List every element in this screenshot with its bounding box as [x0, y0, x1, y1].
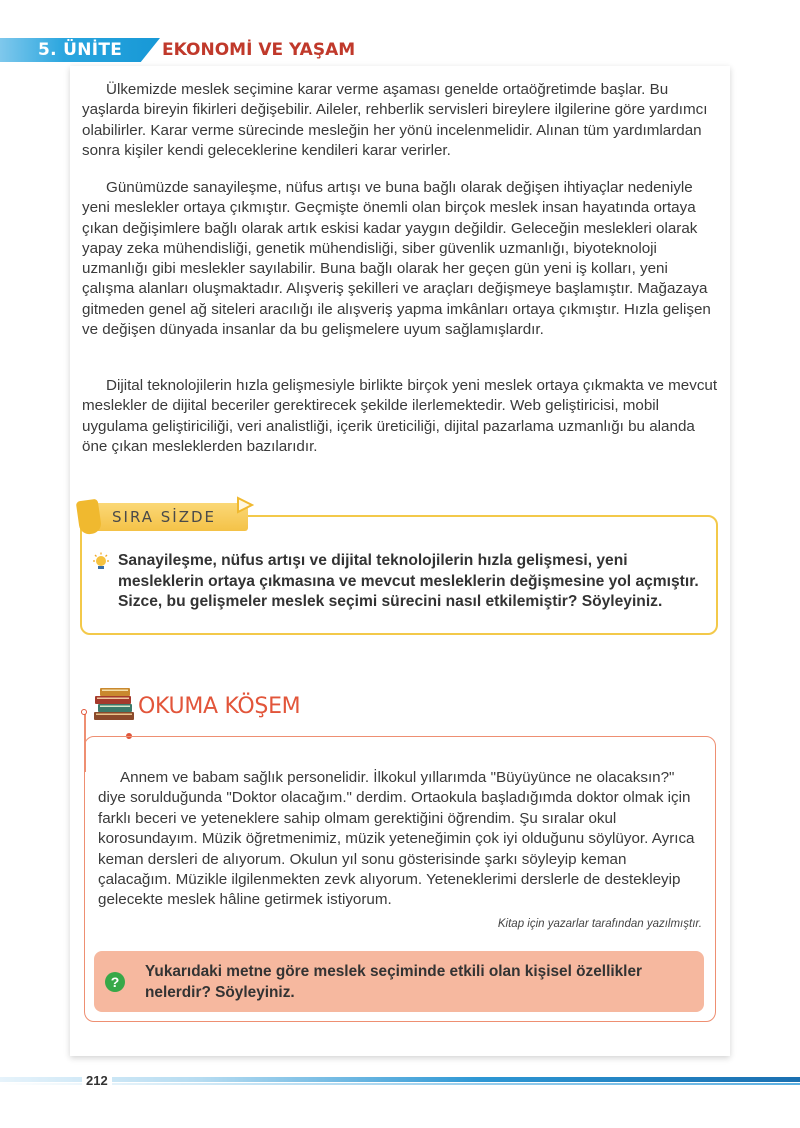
paragraph-1: Ülkemizde meslek seçimine karar verme aşaması genelde ortaöğretimde başlar. Bu yaşlarda bireyin fikirleri değişebilir. Aileler, rehberlik servisleri bireylere ilgilerine göre yardımcı olabilirler. Karar verme sürecinde mesleğin her yönü incelenmelidir. Alınan tüm yardımlardan sonra kişiler kendi geleceklerine kendileri karar verirler. [82, 81, 708, 159]
okuma-kosem-title: OKUMA KÖŞEM [138, 694, 301, 719]
lightbulb-icon [91, 552, 111, 572]
page-number: 212 [82, 1073, 112, 1088]
question-text: Yukarıdaki metne göre meslek seçiminde etkili olan kişisel özellikler nelerdir? Söyleyiniz. [145, 963, 643, 1001]
question-mark-icon: ? [105, 972, 125, 992]
books-icon [92, 684, 138, 724]
page-header [0, 38, 800, 64]
okuma-source: Kitap için yazarlar tarafından yazılmıştır. [497, 918, 702, 930]
sira-sizde-text: Sanayileşme, nüfus artışı ve dijital teknolojilerin hızla gelişmesi, yeni mesleklerin ortaya çıkmasına ve mevcut mesleklerin değişmesine yol açmıştır. Sizce, bu gelişmeler meslek seçimi sürecini nasıl etkilemiştir? Söyleyiniz. [118, 552, 699, 610]
paragraph-3: Dijital teknolojilerin hızla gelişmesiyle birlikte birçok yeni meslek ortaya çıkmakta ve mevcut meslekler de dijital beceriler gerektirecek şekilde ilerlemektedir. Web geliştiricisi, mobil uygulama geliştiriciliği, veri analistliği, içerik üreticiliği, dijital pazarlama uzmanlığı bu alanda öne çıkan mesleklerden bazılarıdır. [82, 377, 718, 455]
okuma-kosem-text: Annem ve babam sağlık personelidir. İlkokul yıllarımda "Büyüyünce ne olacaksın?" diye sorulduğunda "Doktor olacağım." derdim. Ortaokula başladığımda doktor olmak için farklı beceri ve yeteneklere sahip olmam gerektiğini öğrendim. Şu sıralar okul korosundayım. Müzik öğretmenimiz, müzik yeteneğimin çok iyi olduğunu söylüyor. Ayrıca keman dersleri de alıyorum. Okulun yıl sonu gösterisinde şarkı söyleyip keman çalacağım. Müzikle ilgilenmekten zevk alıyorum. Yeteneklerimi derslerle de destekleyip gelecekte meslek hâline getirmek istiyorum. [98, 769, 695, 909]
unit-label: 5. ÜNİTE [38, 40, 123, 60]
footer-line-secondary [0, 1083, 800, 1085]
footer-line [0, 1077, 800, 1082]
unit-title: EKONOMİ VE YAŞAM [162, 40, 356, 60]
flag-icon [236, 496, 254, 514]
sira-sizde-label: SIRA SİZDE [112, 508, 217, 526]
paragraph-2: Günümüzde sanayileşme, nüfus artışı ve buna bağlı olarak değişen ihtiyaçlar nedeniyle yeni meslekler ortaya çıkmıştır. Geçmişte önemli olan birçok meslek insan hayatında ortaya çıkan değişimlere bağlı olarak artık eskisi kadar yaygın değildir. Geleceğin meslekleri olarak yapay zeka mühendisliği, genetik mühendisliği, siber güvenlik uzmanlığı, biyoteknoloji uzmanlığı gibi meslekler sayılabilir. Buna bağlı olarak her geçen gün yeni iş kolları, yeni çalışma alanları oluşmaktadır. Alışveriş şekilleri ve araçları değişmeye başlamıştır. Mağazaya gitmeden genel ağ siteleri aracılığı ile alışveriş yapma imkânları ortaya çıkmıştır. Hızla gelişen ve değişen dünyada insanlar da bu gelişmelere uyum sağlamışlardır. [82, 179, 711, 339]
connector-dot [81, 709, 87, 715]
